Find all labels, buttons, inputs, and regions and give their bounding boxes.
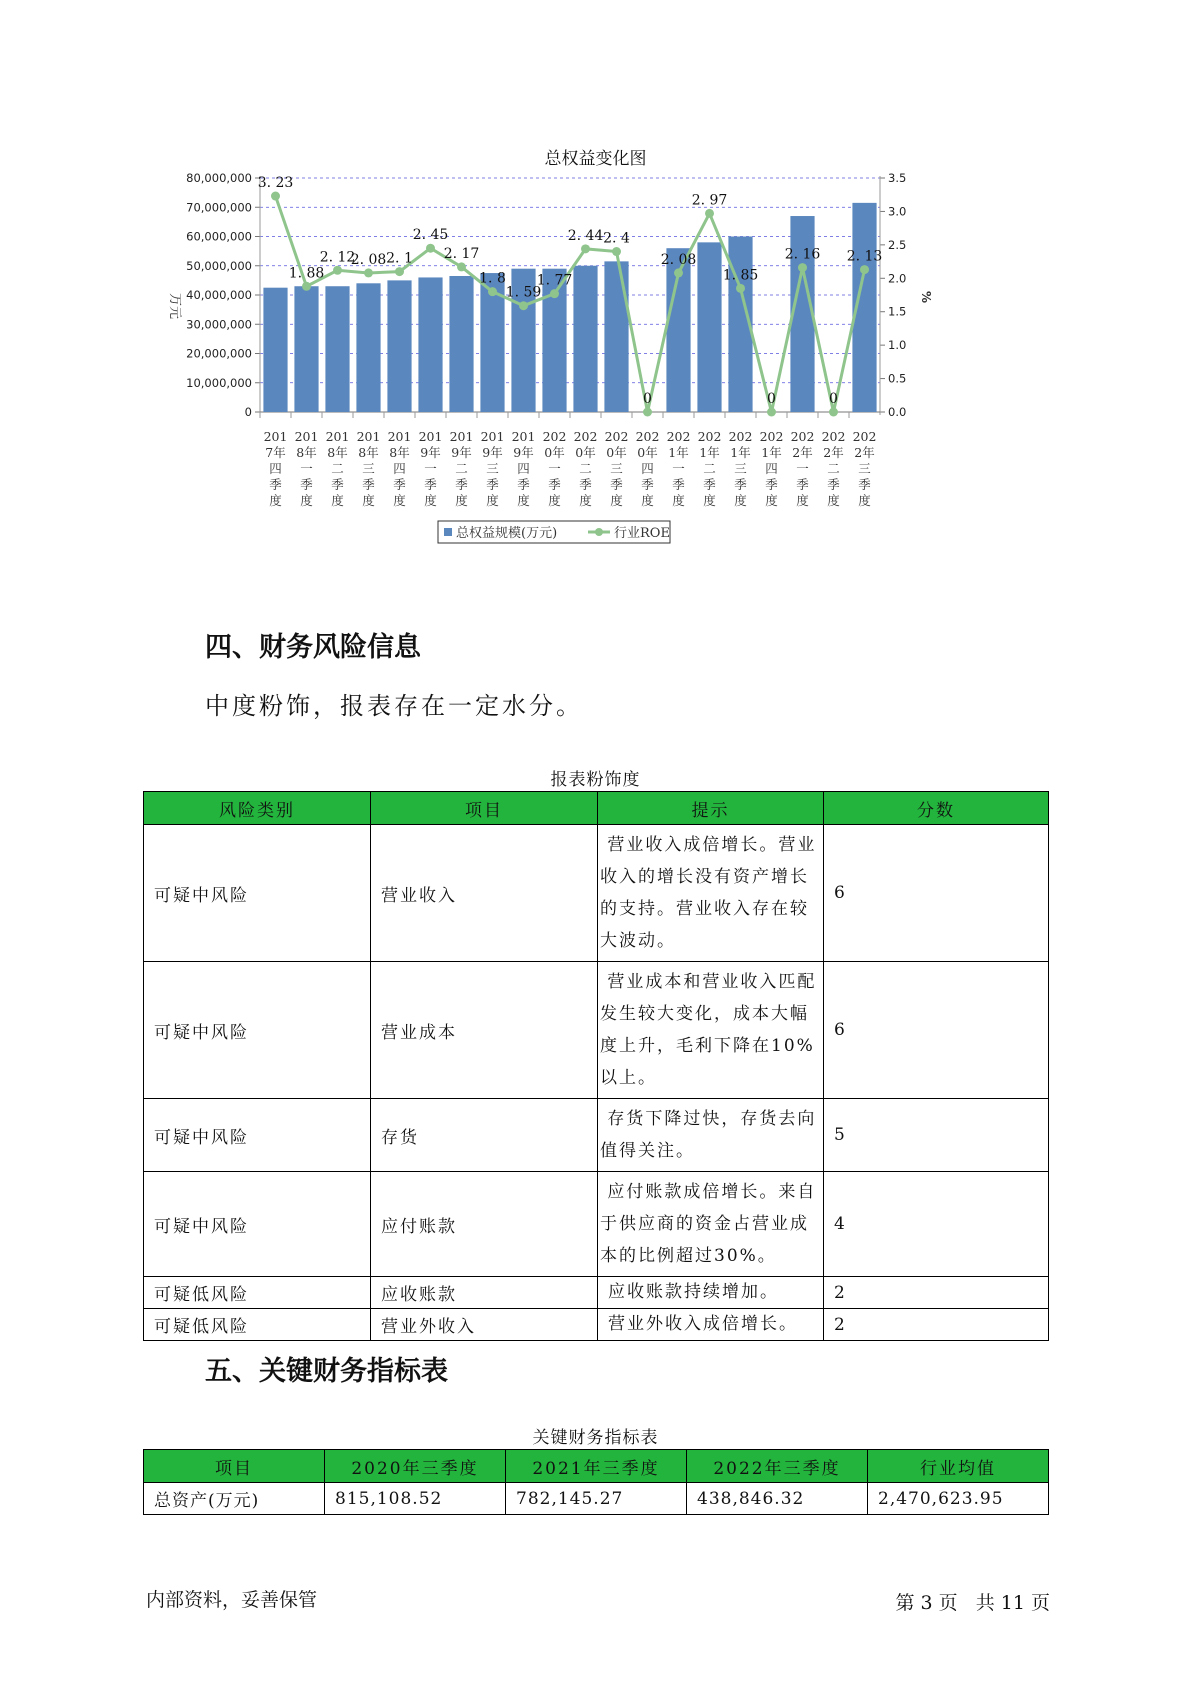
roe-data-label: 0 — [829, 391, 838, 407]
header-2020q3: 2020年三季度 — [325, 1450, 506, 1483]
x-tick-label: 度 — [765, 493, 778, 508]
kpi-value-2020: 815,108.52 — [325, 1483, 506, 1515]
x-tick-label: 二 — [331, 461, 344, 476]
roe-data-label: 1. 88 — [288, 265, 325, 282]
roe-point — [798, 263, 807, 272]
bar — [387, 280, 411, 412]
x-tick-label: 9年 — [513, 445, 534, 460]
x-tick-label: 2年 — [823, 445, 844, 460]
risk-score: 6 — [824, 962, 1049, 1099]
risk-item: 应收账款 — [371, 1277, 598, 1309]
x-tick-label: 二 — [827, 461, 840, 476]
risk-score: 2 — [824, 1309, 1049, 1341]
x-tick-label: 二 — [579, 461, 592, 476]
x-tick-label: 201 — [418, 429, 443, 444]
x-tick-label: 一 — [548, 461, 561, 476]
x-tick-label: 季 — [393, 477, 406, 492]
risk-item: 存货 — [371, 1099, 598, 1172]
roe-point — [581, 244, 590, 253]
roe-data-label: 2. 97 — [691, 192, 728, 209]
x-tick-label: 季 — [641, 477, 654, 492]
x-tick-label: 2年 — [792, 445, 813, 460]
roe-point — [457, 262, 466, 271]
header-score: 分数 — [824, 792, 1049, 825]
x-tick-label: 四 — [517, 461, 530, 476]
y-tick-label-right: 0.0 — [888, 405, 907, 419]
x-tick-label: 季 — [703, 477, 716, 492]
table-row — [144, 1172, 1049, 1277]
x-tick-label: 9年 — [420, 445, 441, 460]
x-tick-label: 季 — [610, 477, 623, 492]
x-tick-label: 季 — [858, 477, 871, 492]
table-row — [144, 962, 1049, 1099]
y-axis-title-right: % — [919, 291, 933, 304]
x-tick-label: 9年 — [482, 445, 503, 460]
x-tick-label: 202 — [635, 429, 660, 444]
x-tick-label: 度 — [703, 493, 716, 508]
x-tick-label: 202 — [821, 429, 846, 444]
roe-point — [736, 284, 745, 293]
x-tick-label: 度 — [579, 493, 592, 508]
roe-data-label: 0 — [767, 391, 776, 407]
roe-data-label: 1. 85 — [722, 267, 759, 284]
legend-swatch-point — [595, 528, 603, 536]
bar — [418, 277, 442, 412]
y-tick-label-right: 0.5 — [888, 371, 907, 386]
kpi-value-2021: 782,145.27 — [506, 1483, 687, 1515]
footer-page-number: 第 3 页 共 11 页 — [895, 1592, 1050, 1614]
risk-summary: 中度粉饰，报表存在一定水分。 — [205, 692, 583, 720]
x-tick-label: 202 — [759, 429, 784, 444]
x-tick-label: 201 — [294, 429, 319, 444]
x-tick-label: 度 — [827, 493, 840, 508]
risk-tip: 存货下降过快，存货去向值得关注。 — [598, 1099, 824, 1172]
x-tick-label: 度 — [362, 493, 375, 508]
x-tick-label: 201 — [263, 429, 288, 444]
y-tick-label-left: 20,000,000 — [186, 346, 252, 361]
roe-point — [519, 301, 528, 310]
roe-point — [829, 408, 838, 417]
x-tick-label: 四 — [393, 461, 406, 476]
x-tick-label: 季 — [827, 477, 840, 492]
x-tick-label: 度 — [734, 493, 747, 508]
table-row — [144, 1277, 1049, 1309]
y-tick-label-right: 2.0 — [888, 271, 907, 286]
risk-score: 6 — [824, 825, 1049, 962]
x-tick-label: 季 — [331, 477, 344, 492]
section5-title: 五、关键财务指标表 — [205, 1356, 448, 1387]
x-tick-label: 度 — [610, 493, 623, 508]
x-tick-label: 度 — [455, 493, 468, 508]
x-tick-label: 季 — [579, 477, 592, 492]
risk-category: 可疑中风险 — [144, 1172, 371, 1277]
x-tick-label: 二 — [703, 461, 716, 476]
roe-point — [333, 266, 342, 275]
roe-data-label: 2. 1 — [386, 250, 413, 267]
roe-data-label: 2. 45 — [412, 227, 449, 244]
x-tick-label: 三 — [858, 461, 871, 476]
x-tick-label: 三 — [610, 461, 623, 476]
x-tick-label: 202 — [666, 429, 691, 444]
x-tick-label: 四 — [765, 461, 778, 476]
risk-item: 营业外收入 — [371, 1309, 598, 1341]
risk-category: 可疑中风险 — [144, 1099, 371, 1172]
x-tick-label: 1年 — [761, 445, 782, 460]
roe-data-label: 2. 17 — [443, 245, 480, 262]
bar — [573, 266, 597, 412]
x-tick-label: 0年 — [606, 445, 627, 460]
roe-point — [271, 192, 280, 201]
bar — [263, 288, 287, 412]
section4-title: 四、财务风险信息 — [205, 632, 421, 663]
header-item: 项目 — [371, 792, 598, 825]
y-tick-label-right: 3.0 — [888, 204, 907, 219]
bar — [356, 283, 380, 412]
roe-data-label: 1. 59 — [505, 284, 542, 301]
y-tick-label-left: 80,000,000 — [186, 171, 252, 185]
x-tick-label: 201 — [480, 429, 505, 444]
y-tick-label-right: 1.5 — [888, 304, 907, 319]
x-tick-label: 202 — [542, 429, 567, 444]
risk-category: 可疑中风险 — [144, 825, 371, 962]
kpi-value-2022: 438,846.32 — [687, 1483, 868, 1515]
x-tick-label: 一 — [672, 461, 685, 476]
kpi-value-industry: 2,470,623.95 — [868, 1483, 1049, 1515]
header-industry-avg: 行业均值 — [868, 1450, 1049, 1483]
x-tick-label: 度 — [331, 493, 344, 508]
x-tick-label: 度 — [300, 493, 313, 508]
risk-score: 2 — [824, 1277, 1049, 1309]
x-tick-label: 201 — [325, 429, 350, 444]
x-tick-label: 度 — [796, 493, 809, 508]
y-tick-label-left: 60,000,000 — [186, 229, 252, 244]
x-tick-label: 度 — [269, 493, 282, 508]
risk-item: 应付账款 — [371, 1172, 598, 1277]
kpi-table — [143, 1449, 1049, 1515]
x-tick-label: 0年 — [637, 445, 658, 460]
roe-data-label: 1. 77 — [536, 272, 573, 289]
x-tick-label: 度 — [672, 493, 685, 508]
x-tick-label: 度 — [486, 493, 499, 508]
equity-roe-chart — [167, 171, 1030, 595]
x-tick-label: 201 — [387, 429, 412, 444]
x-tick-label: 季 — [362, 477, 375, 492]
x-tick-label: 度 — [393, 493, 406, 508]
y-tick-label-left: 10,000,000 — [186, 375, 252, 390]
header-risk-category: 风险类别 — [144, 792, 371, 825]
roe-data-label: 2. 08 — [660, 251, 697, 268]
y-tick-label-left: 40,000,000 — [186, 288, 252, 302]
x-tick-label: 度 — [858, 493, 871, 508]
table-row — [144, 825, 1049, 962]
risk-score: 5 — [824, 1099, 1049, 1172]
roe-point — [550, 289, 559, 298]
roe-point — [860, 265, 869, 274]
risk-table — [143, 791, 1049, 1341]
x-tick-label: 三 — [486, 461, 499, 476]
header-tip: 提示 — [598, 792, 824, 825]
x-tick-label: 1年 — [668, 445, 689, 460]
x-tick-label: 0年 — [544, 445, 565, 460]
roe-point — [488, 287, 497, 296]
legend-label-bar: 总权益规模(万元) — [456, 526, 558, 541]
y-tick-label-right: 3.5 — [888, 171, 907, 185]
x-tick-label: 度 — [517, 493, 530, 508]
kpi-item: 总资产(万元) — [144, 1483, 325, 1515]
x-tick-label: 三 — [362, 461, 375, 476]
x-tick-label: 季 — [734, 477, 747, 492]
risk-tip: 营业外收入成倍增长。 — [598, 1309, 824, 1341]
roe-point — [302, 282, 311, 291]
legend-swatch-bar — [444, 528, 452, 536]
risk-score: 4 — [824, 1172, 1049, 1277]
risk-tip: 营业成本和营业收入匹配发生较大变化，成本大幅度上升，毛利下降在10%以上。 — [598, 962, 824, 1099]
roe-data-label: 2. 12 — [319, 249, 356, 266]
risk-category: 可疑中风险 — [144, 962, 371, 1099]
chart-title: 总权益变化图 — [544, 149, 647, 169]
x-tick-label: 8年 — [358, 445, 379, 460]
roe-data-label: 2. 08 — [350, 251, 387, 268]
x-tick-label: 季 — [486, 477, 499, 492]
roe-point — [643, 408, 652, 417]
roe-data-label: 2. 44 — [567, 227, 604, 244]
x-tick-label: 202 — [790, 429, 815, 444]
risk-item: 营业成本 — [371, 962, 598, 1099]
roe-data-label: 2. 16 — [784, 246, 821, 263]
y-tick-label-left: 50,000,000 — [186, 258, 252, 273]
y-tick-label-left: 30,000,000 — [186, 317, 252, 332]
legend-label-line: 行业ROE — [614, 526, 670, 541]
y-tick-label-left: 70,000,000 — [186, 200, 252, 215]
x-tick-label: 8年 — [389, 445, 410, 460]
risk-tip: 应收账款持续增加。 — [598, 1277, 824, 1309]
x-tick-label: 季 — [300, 477, 313, 492]
bar — [449, 276, 473, 412]
roe-data-label: 1. 8 — [479, 270, 506, 287]
y-axis-title-left: 万元 — [167, 293, 182, 320]
x-tick-label: 季 — [672, 477, 685, 492]
x-tick-label: 季 — [424, 477, 437, 492]
x-tick-label: 一 — [300, 461, 313, 476]
bar — [325, 286, 349, 412]
roe-point — [426, 244, 435, 253]
x-tick-label: 度 — [548, 493, 561, 508]
roe-data-label: 3. 23 — [257, 175, 294, 192]
x-tick-label: 201 — [449, 429, 474, 444]
x-tick-label: 9年 — [451, 445, 472, 460]
roe-point — [612, 247, 621, 256]
x-tick-label: 1年 — [730, 445, 751, 460]
x-tick-label: 2年 — [854, 445, 875, 460]
risk-item: 营业收入 — [371, 825, 598, 962]
x-tick-label: 四 — [641, 461, 654, 476]
x-tick-label: 季 — [765, 477, 778, 492]
x-tick-label: 1年 — [699, 445, 720, 460]
y-tick-label-right: 1.0 — [888, 338, 907, 353]
risk-tip: 应付账款成倍增长。来自于供应商的资金占营业成本的比例超过30%。 — [598, 1172, 824, 1277]
risk-table-caption: 报表粉饰度 — [550, 770, 641, 790]
x-tick-label: 季 — [548, 477, 561, 492]
roe-point — [705, 209, 714, 218]
y-tick-label-left: 0 — [244, 405, 252, 419]
x-tick-label: 季 — [455, 477, 468, 492]
header-2022q3: 2022年三季度 — [687, 1450, 868, 1483]
roe-point — [395, 267, 404, 276]
x-tick-label: 202 — [852, 429, 877, 444]
bar — [604, 261, 628, 412]
bar — [697, 242, 721, 412]
roe-data-label: 2. 4 — [603, 230, 630, 247]
roe-point — [767, 408, 776, 417]
bar — [294, 286, 318, 412]
x-tick-label: 7年 — [265, 445, 286, 460]
risk-category: 可疑低风险 — [144, 1309, 371, 1341]
x-tick-label: 一 — [796, 461, 809, 476]
x-tick-label: 度 — [424, 493, 437, 508]
risk-category: 可疑低风险 — [144, 1277, 371, 1309]
x-tick-label: 8年 — [296, 445, 317, 460]
x-tick-label: 202 — [697, 429, 722, 444]
table-row — [144, 1099, 1049, 1172]
x-tick-label: 四 — [269, 461, 282, 476]
x-tick-label: 0年 — [575, 445, 596, 460]
x-tick-label: 202 — [573, 429, 598, 444]
header-item: 项目 — [144, 1450, 325, 1483]
x-tick-label: 202 — [604, 429, 629, 444]
x-tick-label: 季 — [269, 477, 282, 492]
table-row — [144, 1309, 1049, 1341]
x-tick-label: 202 — [728, 429, 753, 444]
table-row — [144, 1483, 1049, 1515]
x-tick-label: 二 — [455, 461, 468, 476]
x-tick-label: 季 — [517, 477, 530, 492]
roe-data-label: 2. 13 — [846, 248, 883, 265]
x-tick-label: 201 — [511, 429, 536, 444]
x-tick-label: 度 — [641, 493, 654, 508]
header-2021q3: 2021年三季度 — [506, 1450, 687, 1483]
x-tick-label: 8年 — [327, 445, 348, 460]
x-tick-label: 一 — [424, 461, 437, 476]
x-tick-label: 201 — [356, 429, 381, 444]
roe-data-label: 0 — [643, 391, 652, 407]
y-tick-label-right: 2.5 — [888, 237, 907, 252]
kpi-table-caption: 关键财务指标表 — [532, 1428, 659, 1448]
risk-tip: 营业收入成倍增长。营业收入的增长没有资产增长的支持。营业收入存在较大波动。 — [598, 825, 824, 962]
roe-point — [674, 268, 683, 277]
roe-point — [364, 268, 373, 277]
x-tick-label: 季 — [796, 477, 809, 492]
x-tick-label: 三 — [734, 461, 747, 476]
footer-confidential: 内部资料，妥善保管 — [146, 1589, 318, 1611]
